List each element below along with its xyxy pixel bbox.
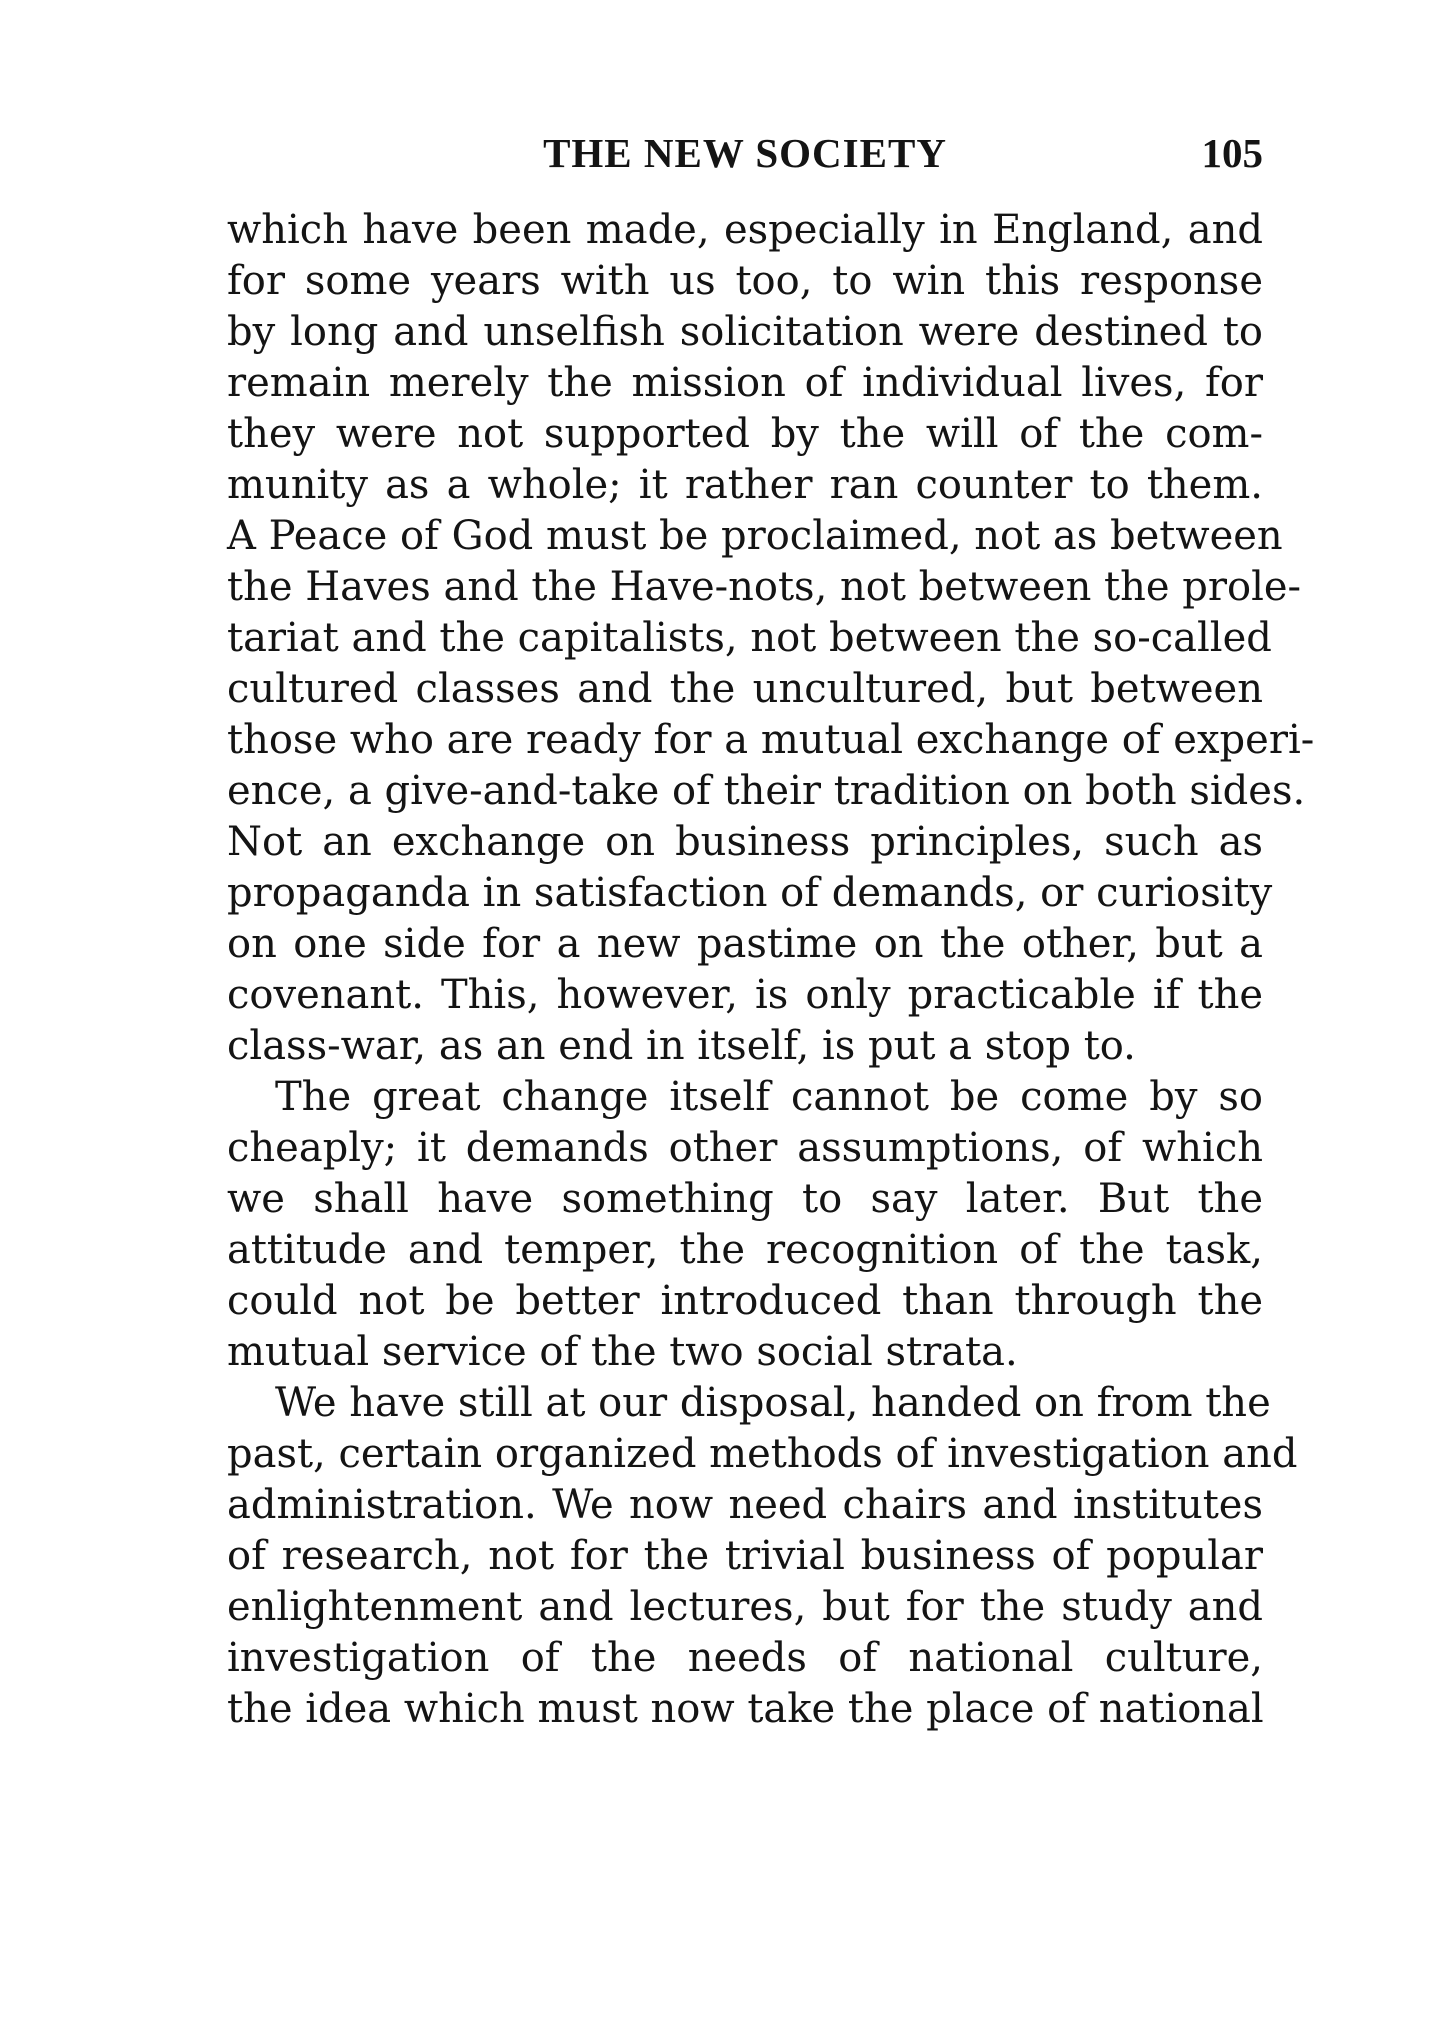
text-line: on one side for a new pastime on the other, but a <box>227 921 1263 967</box>
running-title: THE NEW SOCIETY <box>543 130 947 176</box>
text-line: past, certain organized methods of investigation and <box>227 1431 1298 1477</box>
body-text <box>227 205 1315 1735</box>
text-line: cheaply; it demands other assumptions, of which <box>227 1125 1263 1171</box>
text-line: they were not supported by the will of the com- <box>227 411 1263 457</box>
text-line: which have been made, especially in England, and <box>227 207 1263 253</box>
text-line: could not be better introduced than through the <box>227 1278 1263 1324</box>
text-line: tariat and the capitalists, not between the so-called <box>227 615 1272 661</box>
text-line: those who are ready for a mutual exchange of experi- <box>227 717 1315 763</box>
text-line: administration. We now need chairs and institutes <box>227 1482 1263 1528</box>
text-line: mutual service of the two social strata. <box>227 1329 1018 1375</box>
text-line: investigation of the needs of national culture, <box>227 1635 1263 1681</box>
paragraph <box>227 1378 1298 1735</box>
paragraph <box>227 205 1315 1072</box>
text-line: of research, not for the trivial business of popular <box>227 1533 1263 1579</box>
text-line: We have still at our disposal, handed on from the <box>275 1380 1271 1426</box>
text-line: ence, a give-and-take of their tradition on both sides. <box>227 768 1306 814</box>
text-line: the Haves and the Have-nots, not between the prole- <box>227 564 1302 610</box>
paragraph <box>227 1072 1263 1378</box>
text-line: the idea which must now take the place of national <box>227 1686 1264 1732</box>
text-line: munity as a whole; it rather ran counter to them. <box>227 462 1263 508</box>
text-line: we shall have something to say later. But the <box>227 1176 1263 1222</box>
text-line: enlightenment and lectures, but for the study and <box>227 1584 1263 1630</box>
running-header <box>227 128 1263 178</box>
text-line: cultured classes and the uncultured, but between <box>227 666 1263 712</box>
text-line: covenant. This, however, is only practicable if the <box>227 972 1263 1018</box>
text-line: The great change itself cannot be come by so <box>275 1074 1263 1120</box>
text-line: propaganda in satisfaction of demands, or curiosity <box>227 870 1273 916</box>
text-line: for some years with us too, to win this response <box>227 258 1263 304</box>
text-line: Not an exchange on business principles, such as <box>227 819 1263 865</box>
text-line: attitude and temper, the recognition of the task, <box>227 1227 1263 1273</box>
text-line: by long and unselfish solicitation were destined to <box>227 309 1263 355</box>
text-line: A Peace of God must be proclaimed, not as between <box>227 513 1283 559</box>
text-line: class-war, as an end in itself, is put a stop to. <box>227 1023 1136 1069</box>
page-number: 105 <box>1201 130 1263 176</box>
text-line: remain merely the mission of individual lives, for <box>227 360 1263 406</box>
